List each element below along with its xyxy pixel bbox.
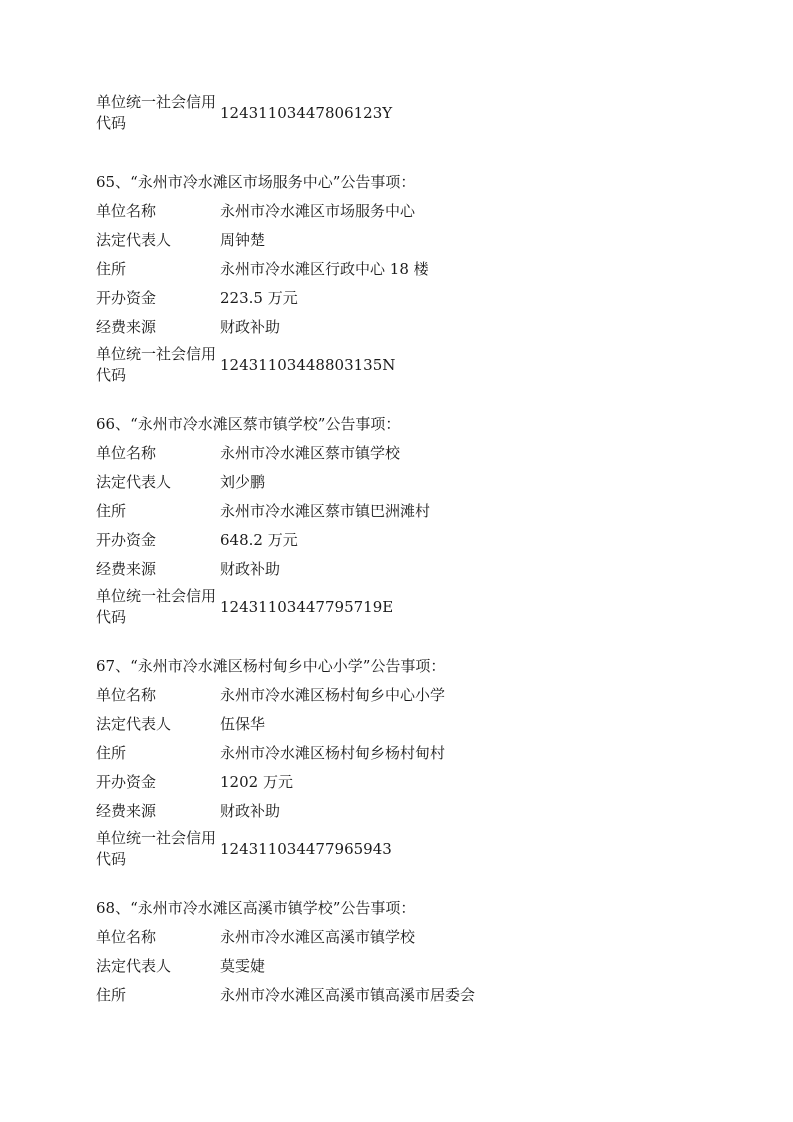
field-label: 开办资金 xyxy=(96,531,157,549)
field-row-funds xyxy=(0,288,793,317)
field-value: 12431103447795719E xyxy=(220,598,394,616)
field-value: 永州市冷水滩区杨村甸乡杨村甸村 xyxy=(220,744,446,762)
field-label: 住所 xyxy=(96,260,127,278)
field-row-address xyxy=(0,743,793,772)
field-label: 单位统一社会信用代码 xyxy=(96,93,217,132)
field-row-funds xyxy=(0,530,793,559)
field-label: 单位统一社会信用代码 xyxy=(96,587,217,626)
field-row-credit-code xyxy=(0,586,793,630)
field-value: 223.5 万元 xyxy=(220,289,298,307)
field-value: 刘少鹏 xyxy=(220,473,266,491)
field-label: 开办资金 xyxy=(96,773,157,791)
field-label: 法定代表人 xyxy=(96,473,172,491)
field-row-legal-rep xyxy=(0,956,793,985)
field-value: 648.2 万元 xyxy=(220,531,298,549)
field-value: 永州市冷水滩区行政中心 18 楼 xyxy=(220,260,429,278)
field-label: 住所 xyxy=(96,986,127,1004)
field-label: 住所 xyxy=(96,502,127,520)
field-row-legal-rep xyxy=(0,472,793,501)
field-row-funding-source xyxy=(0,317,793,346)
field-row-funding-source xyxy=(0,559,793,588)
field-row-address xyxy=(0,259,793,288)
field-row-funds xyxy=(0,772,793,801)
field-row-funding-source xyxy=(0,801,793,830)
field-label: 单位名称 xyxy=(96,686,157,704)
field-row-unit-name xyxy=(0,443,793,472)
field-label: 单位名称 xyxy=(96,444,157,462)
field-row-unit-name xyxy=(0,201,793,230)
field-value: 财政补助 xyxy=(220,318,281,336)
field-value: 永州市冷水滩区杨村甸乡中心小学 xyxy=(220,686,446,704)
field-value: 莫雯婕 xyxy=(220,957,266,975)
field-value: 永州市冷水滩区高溪市镇学校 xyxy=(220,928,416,946)
record-heading: 65、“永州市冷水滩区市场服务中心”公告事项： xyxy=(96,173,416,191)
field-label: 单位名称 xyxy=(96,202,157,220)
record-heading: 68、“永州市冷水滩区高溪市镇学校”公告事项： xyxy=(96,899,416,917)
field-row-legal-rep xyxy=(0,230,793,259)
field-label: 经费来源 xyxy=(96,802,157,820)
record-heading: 67、“永州市冷水滩区杨村甸乡中心小学”公告事项： xyxy=(96,657,446,675)
field-value: 周钟楚 xyxy=(220,231,266,249)
field-row-address xyxy=(0,501,793,530)
field-label: 法定代表人 xyxy=(96,957,172,975)
field-value: 伍保华 xyxy=(220,715,266,733)
field-row-credit-code xyxy=(0,828,793,872)
field-row-unit-name xyxy=(0,685,793,714)
field-row-credit-code xyxy=(0,344,793,388)
field-value: 财政补助 xyxy=(220,560,281,578)
field-label: 单位名称 xyxy=(96,928,157,946)
field-label: 住所 xyxy=(96,744,127,762)
field-row-address xyxy=(0,985,793,1014)
field-label: 法定代表人 xyxy=(96,715,172,733)
field-value: 12431103447806123Y xyxy=(220,104,393,122)
field-row-credit-code xyxy=(0,92,793,136)
field-value: 永州市冷水滩区市场服务中心 xyxy=(220,202,416,220)
field-row-legal-rep xyxy=(0,714,793,743)
field-value: 永州市冷水滩区蔡市镇学校 xyxy=(220,444,401,462)
field-label: 开办资金 xyxy=(96,289,157,307)
record-heading: 66、“永州市冷水滩区蔡市镇学校”公告事项： xyxy=(96,415,401,433)
field-value: 永州市冷水滩区蔡市镇巴洲滩村 xyxy=(220,502,431,520)
field-label: 单位统一社会信用代码 xyxy=(96,829,217,868)
field-value: 财政补助 xyxy=(220,802,281,820)
field-value: 永州市冷水滩区高溪市镇高溪市居委会 xyxy=(220,986,476,1004)
field-label: 经费来源 xyxy=(96,560,157,578)
field-label: 单位统一社会信用代码 xyxy=(96,345,217,384)
field-value: 1202 万元 xyxy=(220,773,293,791)
field-row-unit-name xyxy=(0,927,793,956)
field-label: 经费来源 xyxy=(96,318,157,336)
field-value: 12431103448803135N xyxy=(220,356,396,374)
field-value: 124311034477965943 xyxy=(220,840,392,858)
field-label: 法定代表人 xyxy=(96,231,172,249)
